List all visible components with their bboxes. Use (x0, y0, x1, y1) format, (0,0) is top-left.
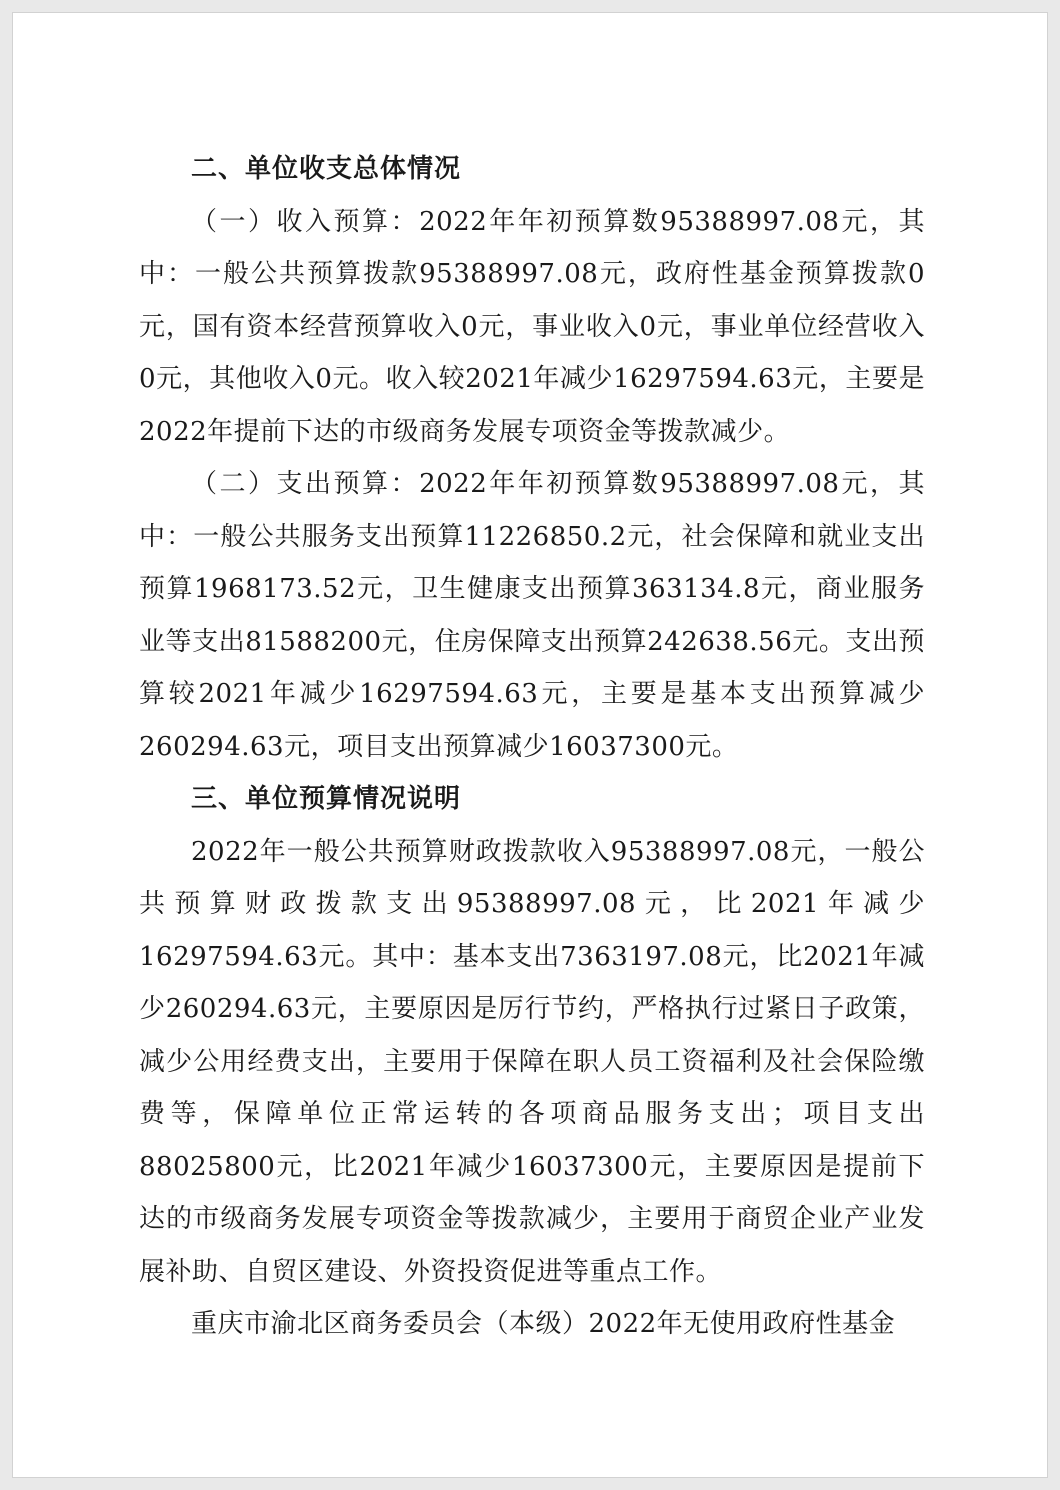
expenditure-budget-paragraph: （二）支出预算：2022年年初预算数95388997.08元，其中：一般公共服务支出预算11226850.2元，社会保障和就业支出预算1968173.52元，卫生健康支出预算363134.8元，商业服务业等支出81588200元，住房保障支出预算242638.56元。支出预算较2021年减少16297594.63元，主要是基本支出预算减少260294.63元，项目支出预算减少16037300元。 (139, 469, 925, 762)
budget-explanation-paragraph: 2022年一般公共预算财政拨款收入95388997.08元，一般公共预算财政拨款支出95388997.08元，比2021年减少16297594.63元。其中：基本支出7363197.08元，比2021年减少260294.63元，主要原因是厉行节约，严格执行过紧日子政策，减少公用经费支出，主要用于保障在职人员工资福利及社会保险缴费等，保障单位正常运转的各项商品服务支出；项目支出88025800元，比2021年减少16037300元，主要原因是提前下达的市级商务发展专项资金等拨款减少，主要用于商贸企业产业发展补助、自贸区建设、外资投资促进等重点工作。 (139, 836, 925, 1287)
government-fund-paragraph: 重庆市渝北区商务委员会（本级）2022年无使用政府性基金 (191, 1309, 896, 1339)
income-budget-paragraph: （一）收入预算：2022年年初预算数95388997.08元，其中：一般公共预算拨款95388997.08元，政府性基金预算拨款0元，国有资本经营预算收入0元，事业收入0元，事业单位经营收入0元，其他收入0元。收入较2021年减少16297594.63元，主要是2022年提前下达的市级商务发展专项资金等拨款减少。 (139, 206, 925, 447)
section-heading-2: 二、单位收支总体情况 (191, 154, 462, 184)
section-heading-3: 三、单位预算情况说明 (191, 784, 462, 814)
document-body (139, 143, 925, 1351)
document-page (12, 12, 1048, 1478)
